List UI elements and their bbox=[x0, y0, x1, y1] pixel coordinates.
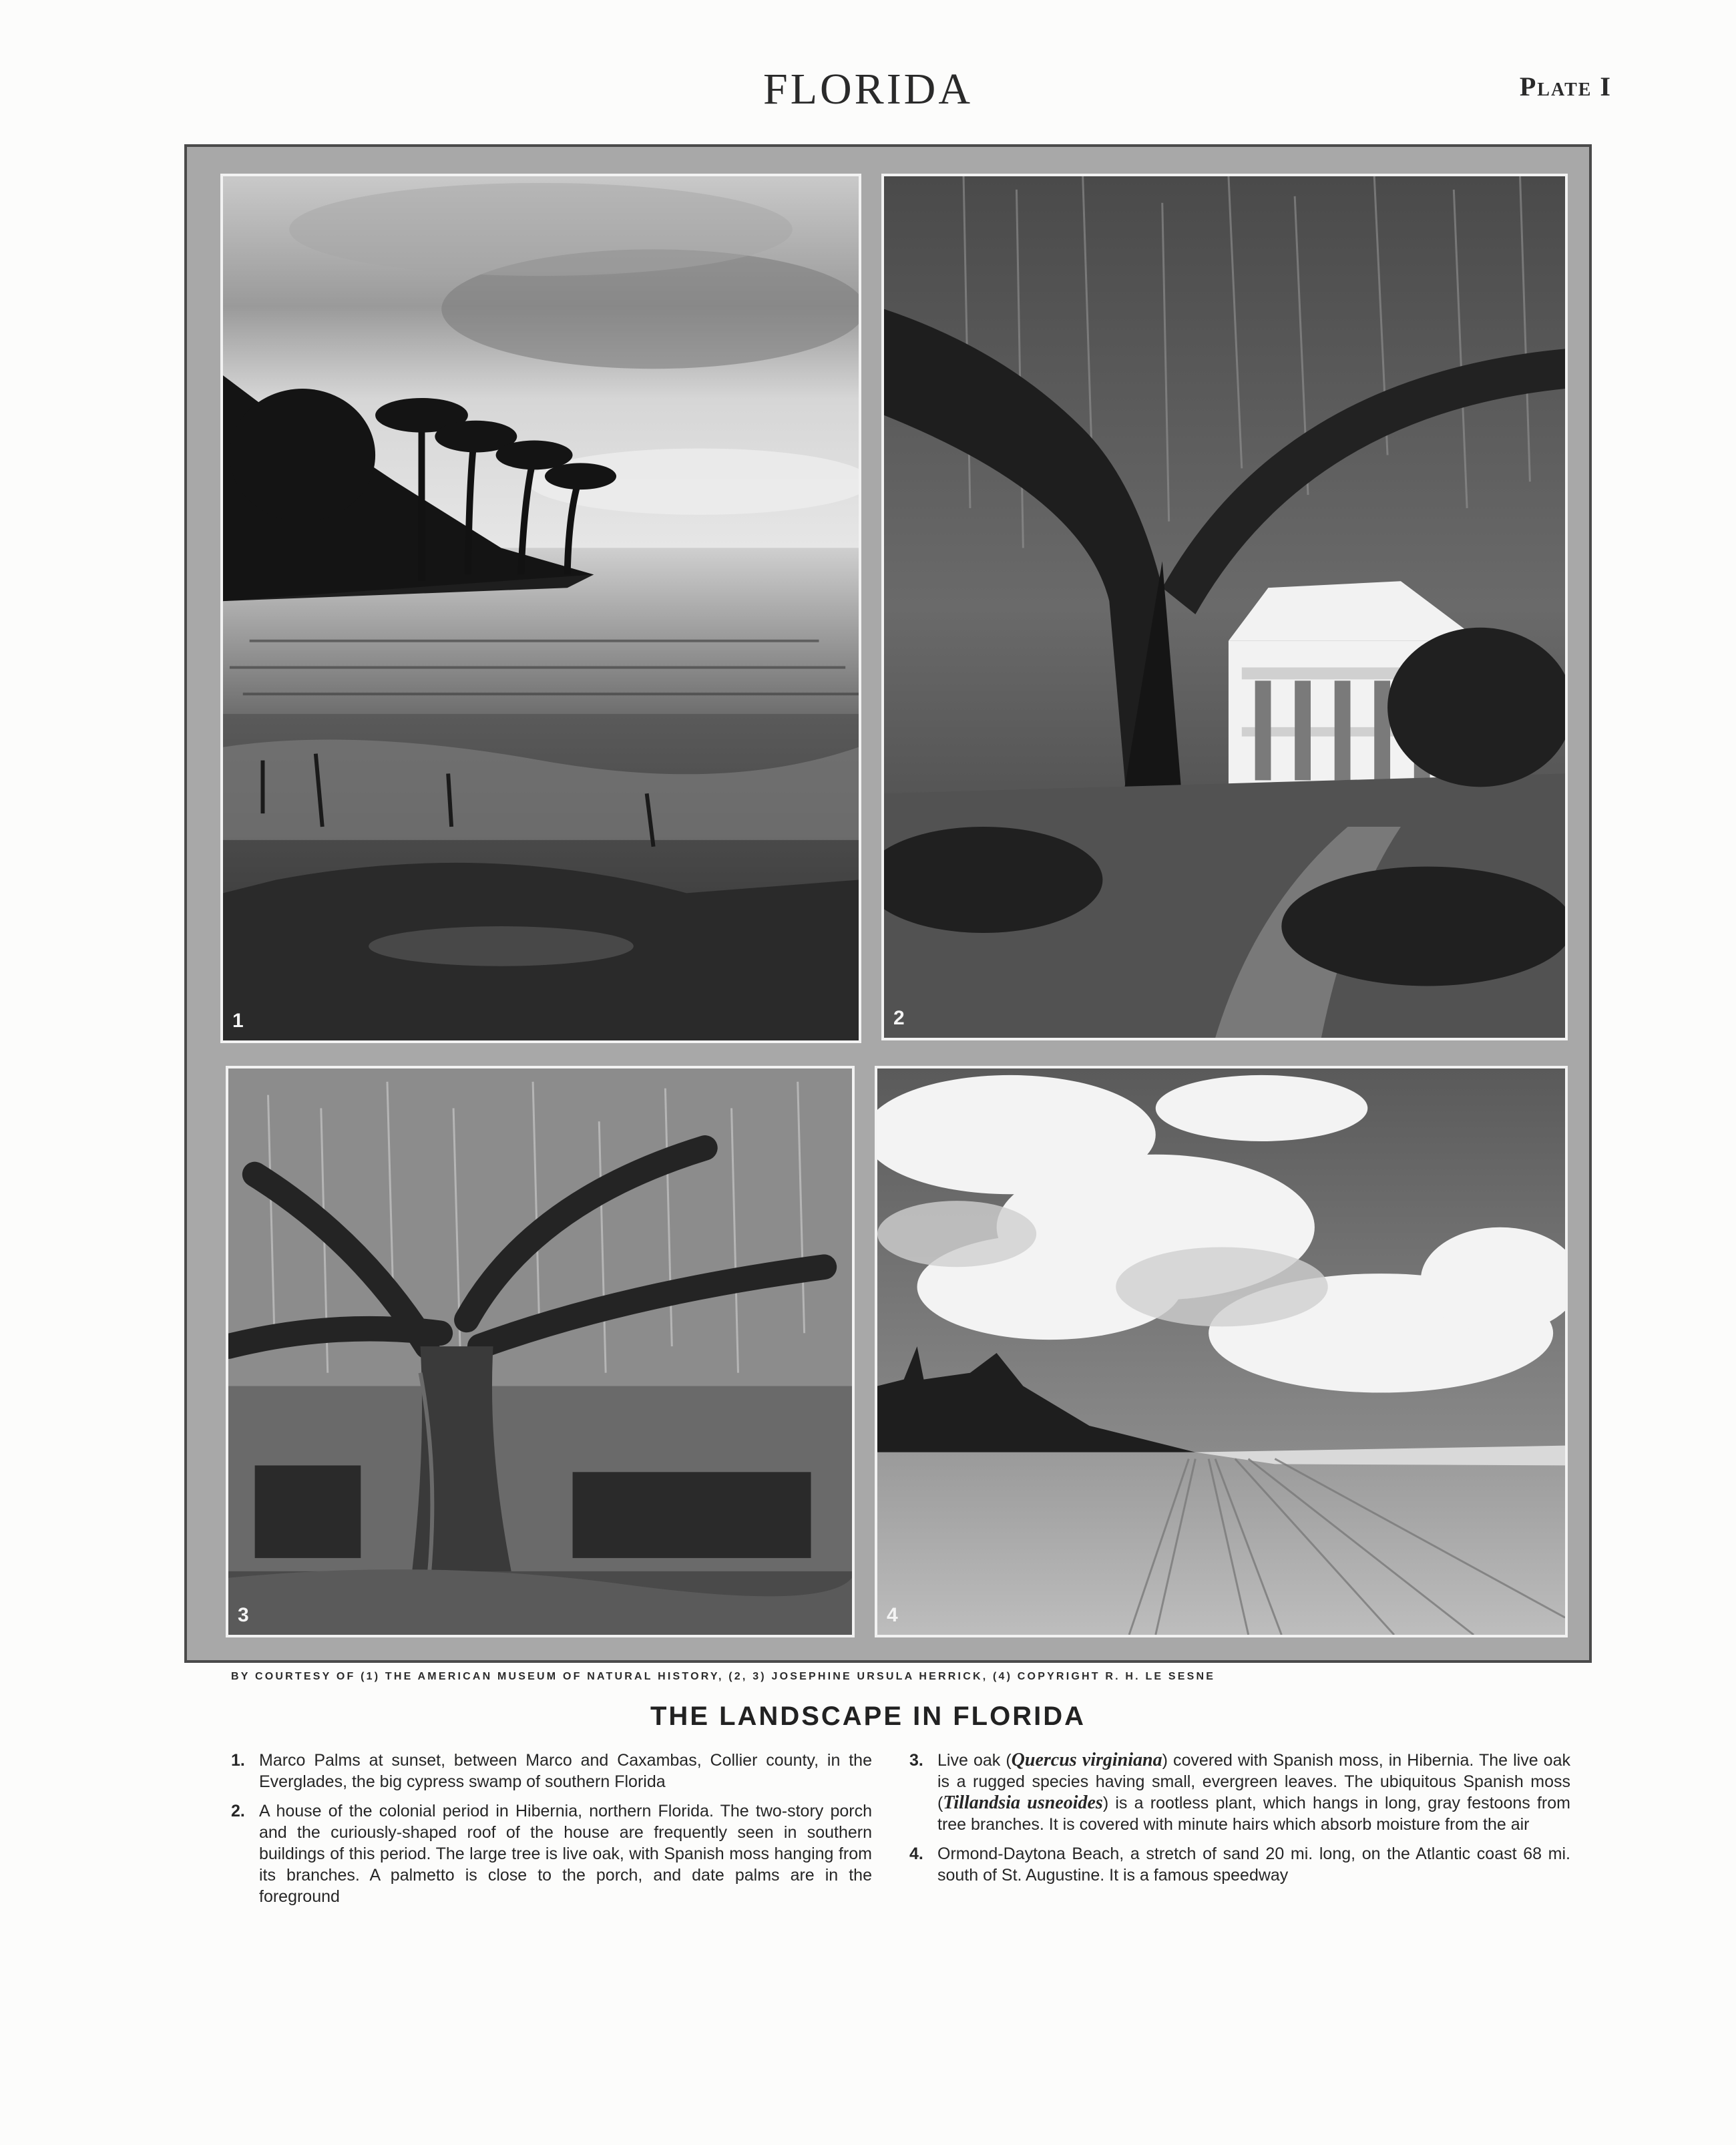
plate-label: Plate I bbox=[1519, 71, 1612, 102]
photo-plate bbox=[184, 144, 1592, 1663]
caption-number: 2. bbox=[231, 1802, 245, 1820]
daytona-beach-image bbox=[877, 1068, 1565, 1635]
caption-number: 4. bbox=[909, 1844, 923, 1863]
caption-item bbox=[909, 1750, 1570, 1835]
photo-number: 2 bbox=[893, 1007, 905, 1029]
page-title: FLORIDA bbox=[763, 65, 973, 114]
photo-live-oak bbox=[226, 1066, 855, 1637]
caption-number: 1. bbox=[231, 1751, 245, 1770]
caption-text: A house of the colonial period in Hibernia, northern Florida. The two-story porch and the curiously-shaped roof of the house are frequently seen in southern buildings of this period. The large tree is live oak, with Spanish moss hanging from its branches. A palmetto is close to the porch, and date palms are in the foreground bbox=[259, 1802, 872, 1906]
caption-text: Ormond-Daytona Beach, a stretch of sand 20 mi. long, on the Atlantic coast 68 mi. south of St. Augustine. It is a famous speedway bbox=[937, 1844, 1570, 1885]
photo-number: 3 bbox=[238, 1604, 249, 1626]
photo-credit: BY COURTESY OF (1) THE AMERICAN MUSEUM OF NATURAL HISTORY, (2, 3) JOSEPHINE URSULA HERRICK, (4) COPYRIGHT R. H. LE SESNE bbox=[231, 1671, 1216, 1682]
caption-text: Marco Palms at sunset, between Marco and Caxambas, Collier county, in the Everglades, the big cypress swamp of southern Florida bbox=[259, 1751, 872, 1791]
marco-palms-image bbox=[223, 176, 859, 1040]
caption-item bbox=[231, 1750, 872, 1792]
caption-text bbox=[937, 1750, 1570, 1835]
caption-species-name: Quercus virginiana bbox=[1011, 1750, 1162, 1770]
photo-colonial-house bbox=[881, 174, 1568, 1040]
caption-item bbox=[909, 1843, 1570, 1886]
photo-number: 4 bbox=[887, 1604, 898, 1626]
colonial-house-image bbox=[884, 176, 1565, 1038]
photo-number: 1 bbox=[232, 1010, 244, 1032]
caption-text-part: ) covered with Spanish moss, in Hibernia. The live oak is a rugged species having small, evergreen leaves. The ubiquitous Spanish moss ( bbox=[937, 1751, 1570, 1812]
photo-daytona-beach bbox=[875, 1066, 1568, 1637]
caption-item bbox=[231, 1800, 872, 1907]
live-oak-image bbox=[228, 1068, 852, 1635]
caption-text-part: ) is a rootless plant, which hangs in long, gray festoons from tree branches. It is covered with minute hairs which absorb moisture from the air bbox=[937, 1794, 1570, 1834]
photo-marco-palms bbox=[220, 174, 861, 1043]
caption-text-part: Live oak ( bbox=[937, 1751, 1012, 1770]
caption-number: 3. bbox=[909, 1751, 923, 1770]
captions-left-column bbox=[231, 1750, 872, 1915]
section-title: THE LANDSCAPE IN FLORIDA bbox=[650, 1702, 1086, 1731]
caption-species-name: Tillandsia usneoides bbox=[943, 1792, 1103, 1813]
captions-right-column bbox=[909, 1750, 1570, 1894]
